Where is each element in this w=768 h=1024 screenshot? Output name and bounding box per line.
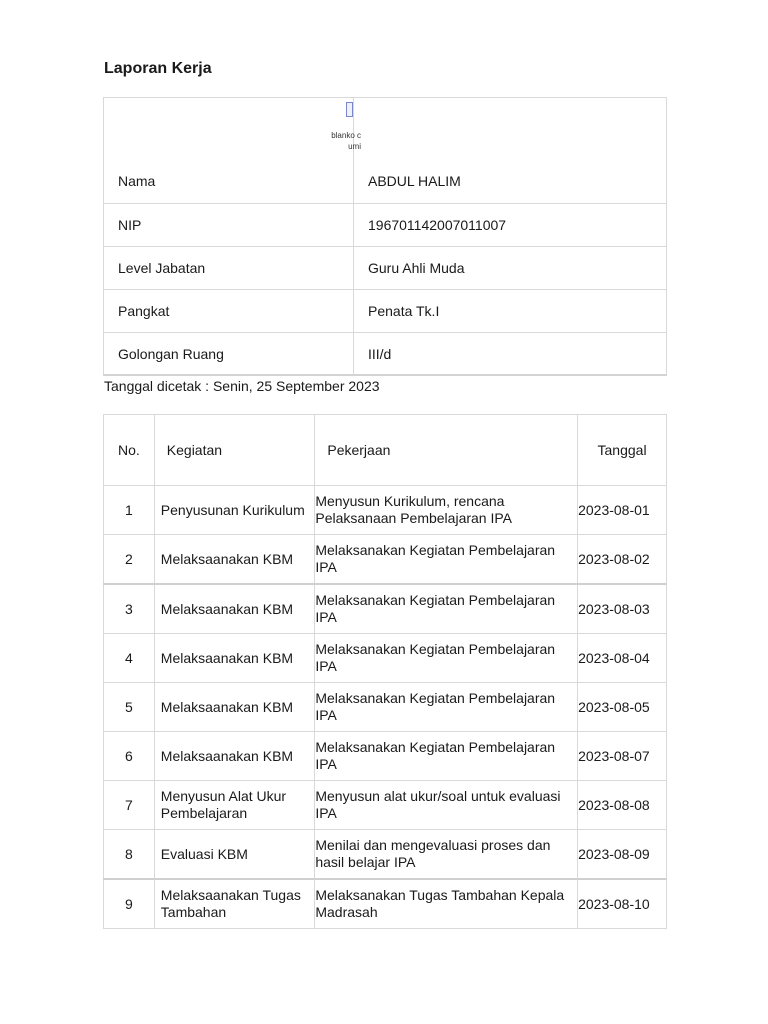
identity-label: Pangkat [104, 290, 354, 333]
cell-no: 3 [104, 584, 155, 634]
cell-kegiatan: Melaksaanakan Tugas Tambahan [154, 879, 315, 929]
cell-pekerjaan: Menyusun Kurikulum, rencana Pelaksanaan Pembelajaran IPA [315, 486, 578, 535]
identity-label-cell [104, 98, 361, 204]
cell-no: 7 [104, 781, 155, 830]
identity-value: Guru Ahli Muda [354, 247, 667, 290]
header-tanggal: Tanggal [578, 415, 667, 486]
cell-pekerjaan: Melaksanakan Kegiatan Pembelajaran IPA [315, 732, 578, 781]
cell-tanggal: 2023-08-10 [578, 879, 667, 929]
cell-tanggal: 2023-08-04 [578, 634, 667, 683]
identity-row-nip [104, 204, 667, 247]
identity-value: Penata Tk.I [354, 290, 667, 333]
identity-value: ABDUL HALIM [354, 98, 667, 204]
cell-pekerjaan: Menilai dan mengevaluasi proses dan hasil belajar IPA [315, 830, 578, 880]
header-kegiatan: Kegiatan [154, 415, 315, 486]
cell-no: 9 [104, 879, 155, 929]
table-row [104, 830, 667, 880]
table-row [104, 732, 667, 781]
identity-row-golongan-ruang [104, 333, 667, 376]
cell-pekerjaan: Melaksanakan Tugas Tambahan Kepala Madrasah [315, 879, 578, 929]
cell-no: 2 [104, 535, 155, 585]
cell-kegiatan: Melaksaanakan KBM [154, 634, 315, 683]
identity-row-pangkat [104, 290, 667, 333]
table-row [104, 781, 667, 830]
identity-label: Level Jabatan [104, 247, 354, 290]
cell-kegiatan: Menyusun Alat Ukur Pembelajaran [154, 781, 315, 830]
cell-tanggal: 2023-08-08 [578, 781, 667, 830]
activity-table [103, 414, 667, 929]
activity-header-row [104, 415, 667, 486]
cell-pekerjaan: Melaksanakan Kegiatan Pembelajaran IPA [315, 535, 578, 585]
table-row [104, 879, 667, 929]
cell-no: 8 [104, 830, 155, 880]
identity-label: Nama [118, 173, 156, 189]
table-row [104, 634, 667, 683]
table-row [104, 535, 667, 585]
cell-tanggal: 2023-08-05 [578, 683, 667, 732]
table-row [104, 584, 667, 634]
cell-tanggal: 2023-08-01 [578, 486, 667, 535]
identity-value: III/d [354, 333, 667, 376]
cell-pekerjaan: Melaksanakan Kegiatan Pembelajaran IPA [315, 683, 578, 732]
cell-tanggal: 2023-08-07 [578, 732, 667, 781]
header-no: No. [104, 415, 155, 486]
identity-row-level-jabatan [104, 247, 667, 290]
cell-no: 6 [104, 732, 155, 781]
cell-tanggal: 2023-08-02 [578, 535, 667, 585]
cell-kegiatan: Melaksaanakan KBM [154, 584, 315, 634]
identity-label: Golongan Ruang [104, 333, 354, 376]
table-row [104, 683, 667, 732]
identity-value: 196701142007011007 [354, 204, 667, 247]
cell-pekerjaan: Melaksanakan Kegiatan Pembelajaran IPA [315, 584, 578, 634]
page-title: Laporan Kerja [104, 60, 212, 77]
header-pekerjaan: Pekerjaan [315, 415, 578, 486]
broken-image-icon [346, 102, 353, 117]
photo-placeholder [303, 102, 361, 152]
cell-tanggal: 2023-08-09 [578, 830, 667, 880]
cell-no: 5 [104, 683, 155, 732]
cell-kegiatan: Melaksaanakan KBM [154, 535, 315, 585]
table-row [104, 486, 667, 535]
cell-kegiatan: Melaksaanakan KBM [154, 732, 315, 781]
print-date: Tanggal dicetak : Senin, 25 September 2023 [104, 378, 380, 394]
photo-alt-text: blanko c umi [331, 131, 361, 151]
identity-row-nama [104, 98, 667, 204]
cell-no: 1 [104, 486, 155, 535]
cell-tanggal: 2023-08-03 [578, 584, 667, 634]
cell-no: 4 [104, 634, 155, 683]
cell-kegiatan: Penyusunan Kurikulum [154, 486, 315, 535]
cell-kegiatan: Melaksaanakan KBM [154, 683, 315, 732]
cell-pekerjaan: Menyusun alat ukur/soal untuk evaluasi IPA [315, 781, 578, 830]
identity-label: NIP [104, 204, 354, 247]
identity-table [103, 97, 667, 376]
cell-pekerjaan: Melaksanakan Kegiatan Pembelajaran IPA [315, 634, 578, 683]
cell-kegiatan: Evaluasi KBM [154, 830, 315, 880]
